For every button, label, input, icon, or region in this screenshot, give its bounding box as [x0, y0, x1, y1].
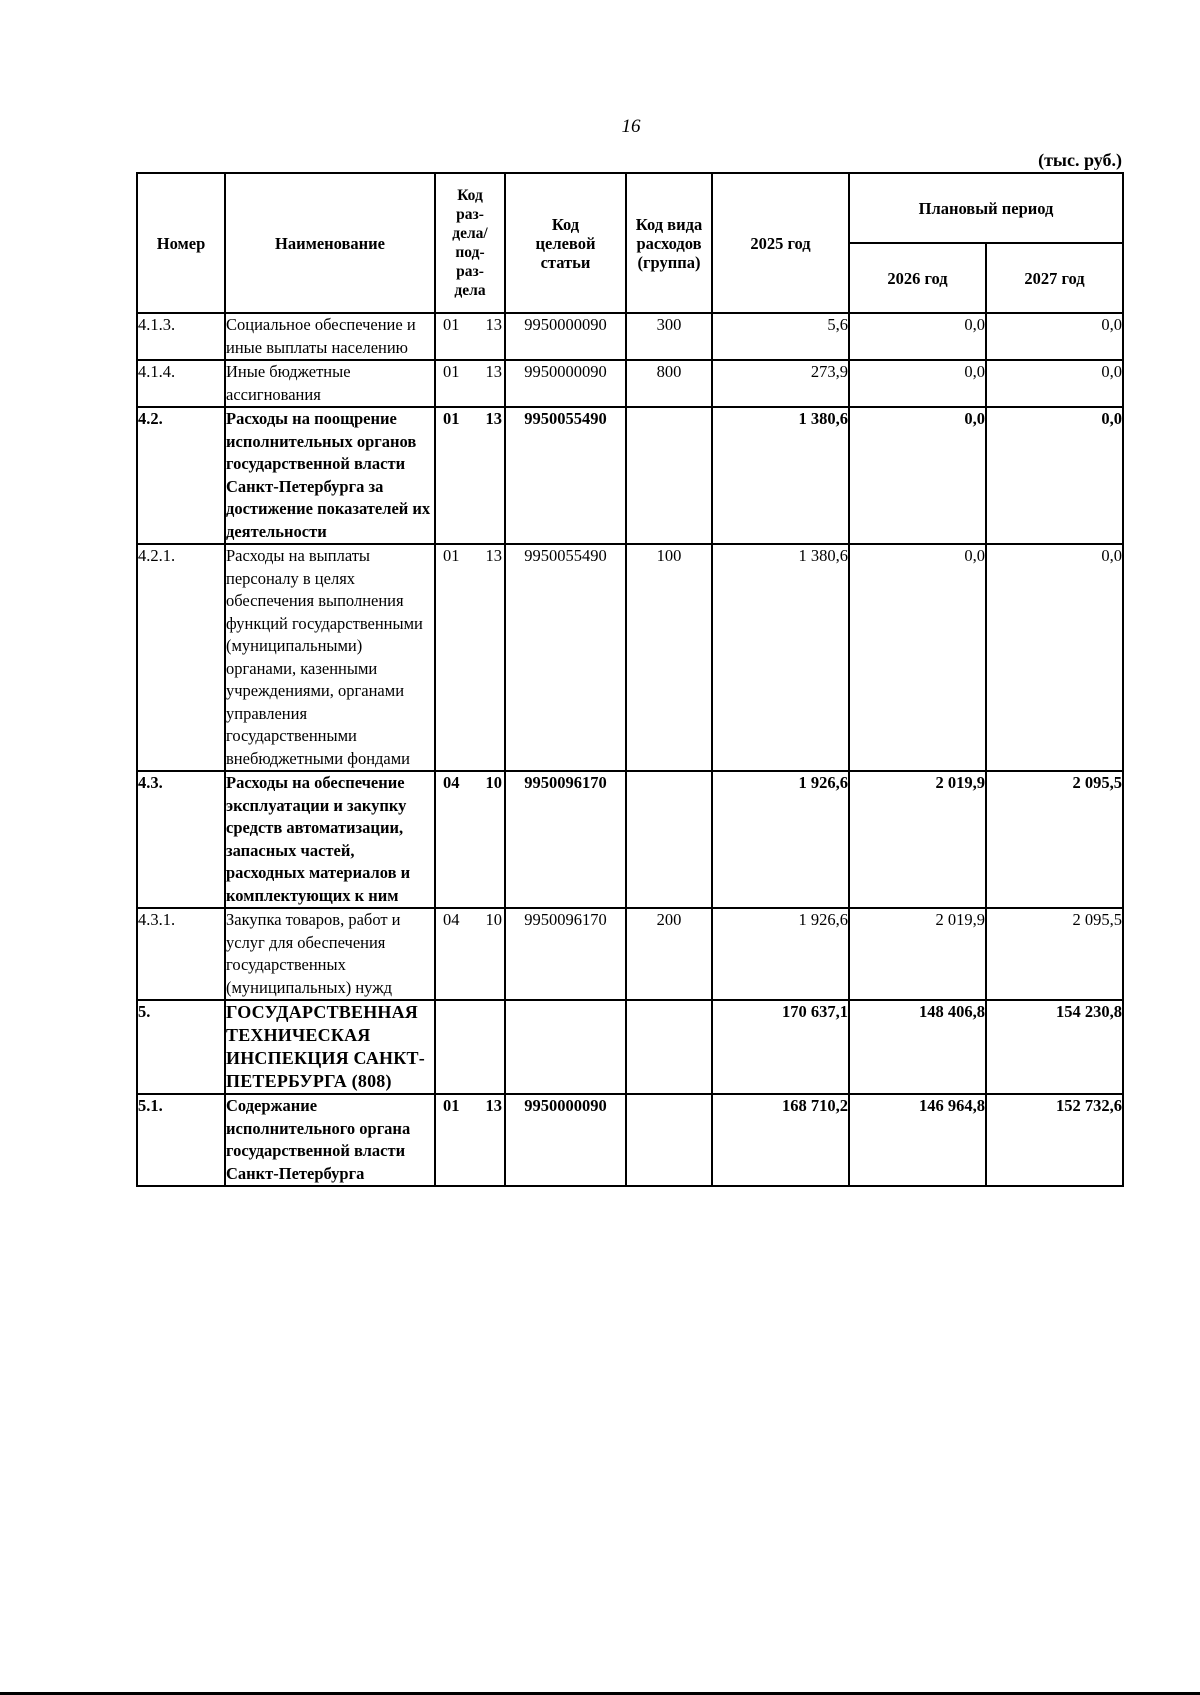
row-amount-2025: 273,9 [712, 360, 849, 407]
row-amount-2026: 0,0 [849, 313, 986, 360]
row-target-code [505, 1000, 626, 1094]
row-expense-kind: 100 [626, 544, 712, 771]
row-expense-kind [626, 1094, 712, 1186]
row-section: 01 [443, 546, 460, 565]
table-row [137, 771, 1123, 908]
header-target-code: Код целевой статьи [505, 173, 626, 313]
row-section-code [435, 771, 505, 908]
row-name: Расходы на обеспечение эксплуатации и закупку средств автоматизации, запасных частей, расходных материалов и комплектующих к ним [225, 771, 435, 908]
row-amount-2025: 1 926,6 [712, 908, 849, 1000]
row-name: Содержание исполнительного органа государственной власти Санкт-Петербурга [225, 1094, 435, 1186]
row-amount-2027: 154 230,8 [986, 1000, 1123, 1094]
row-number: 4.1.4. [137, 360, 225, 407]
row-section: 04 [443, 773, 460, 792]
header-expense-kind: Код вида расходов (группа) [626, 173, 712, 313]
row-expense-kind: 800 [626, 360, 712, 407]
table-row [137, 1000, 1123, 1094]
row-expense-kind: 300 [626, 313, 712, 360]
row-amount-2026: 0,0 [849, 360, 986, 407]
row-section-code [435, 1094, 505, 1186]
row-amount-2027: 0,0 [986, 360, 1123, 407]
row-amount-2027: 2 095,5 [986, 771, 1123, 908]
row-amount-2025: 1 926,6 [712, 771, 849, 908]
row-expense-kind [626, 1000, 712, 1094]
row-target-code: 9950055490 [505, 544, 626, 771]
row-number: 4.1.3. [137, 313, 225, 360]
row-name: Социальное обеспечение и иные выплаты населению [225, 313, 435, 360]
row-section: 01 [443, 1096, 460, 1115]
row-section-code [435, 908, 505, 1000]
row-target-code: 9950000090 [505, 360, 626, 407]
row-name: Расходы на выплаты персоналу в целях обеспечения выполнения функций государственными (муниципальными) органами, казенными учреждениями, органами управления государственными внебюджетными фондами [225, 544, 435, 771]
table-row [137, 544, 1123, 771]
table-row [137, 407, 1123, 544]
table-row [137, 1094, 1123, 1186]
row-expense-kind: 200 [626, 908, 712, 1000]
row-subsection: 13 [485, 1096, 502, 1115]
row-amount-2027: 0,0 [986, 544, 1123, 771]
row-amount-2026: 148 406,8 [849, 1000, 986, 1094]
units-label: (тыс. руб.) [1038, 150, 1122, 170]
row-subsection: 13 [485, 315, 502, 334]
row-number: 5. [137, 1000, 225, 1094]
table-row [137, 908, 1123, 1000]
header-year-2027: 2027 год [986, 243, 1123, 313]
row-amount-2025: 170 637,1 [712, 1000, 849, 1094]
row-name: Расходы на поощрение исполнительных органов государственной власти Санкт-Петербурга за достижение показателей их деятельности [225, 407, 435, 544]
header-year-2026: 2026 год [849, 243, 986, 313]
row-number: 5.1. [137, 1094, 225, 1186]
row-amount-2025: 5,6 [712, 313, 849, 360]
page-number: 16 [621, 116, 641, 137]
row-amount-2027: 0,0 [986, 407, 1123, 544]
row-number: 4.3.1. [137, 908, 225, 1000]
row-expense-kind [626, 771, 712, 908]
row-amount-2026: 146 964,8 [849, 1094, 986, 1186]
row-amount-2025: 1 380,6 [712, 407, 849, 544]
row-subsection: 10 [485, 910, 502, 929]
row-amount-2026: 0,0 [849, 407, 986, 544]
budget-table [136, 172, 1124, 1187]
row-amount-2026: 2 019,9 [849, 771, 986, 908]
row-target-code: 9950096170 [505, 771, 626, 908]
row-section: 01 [443, 409, 460, 428]
row-amount-2027: 152 732,6 [986, 1094, 1123, 1186]
row-amount-2026: 0,0 [849, 544, 986, 771]
row-section: 01 [443, 362, 460, 381]
header-planned-period: Плановый период [849, 173, 1123, 243]
row-amount-2027: 2 095,5 [986, 908, 1123, 1000]
row-subsection: 13 [485, 362, 502, 381]
row-section-code [435, 407, 505, 544]
row-subsection: 13 [485, 546, 502, 565]
row-number: 4.2. [137, 407, 225, 544]
row-amount-2025: 1 380,6 [712, 544, 849, 771]
row-subsection: 10 [485, 773, 502, 792]
row-target-code: 9950000090 [505, 1094, 626, 1186]
row-expense-kind [626, 407, 712, 544]
table-body [137, 313, 1123, 1186]
row-name: ГОСУДАРСТВЕННАЯ ТЕХНИЧЕСКАЯ ИНСПЕКЦИЯ САНКТ-ПЕТЕРБУРГА (808) [225, 1000, 435, 1094]
row-target-code: 9950096170 [505, 908, 626, 1000]
row-section-code [435, 544, 505, 771]
row-name: Закупка товаров, работ и услуг для обеспечения государственных (муниципальных) нужд [225, 908, 435, 1000]
row-target-code: 9950055490 [505, 407, 626, 544]
header-section-code: Код раз- дела/ под- раз- дела [435, 173, 505, 313]
header-name: Наименование [225, 173, 435, 313]
header-year-2025: 2025 год [712, 173, 849, 313]
row-section: 04 [443, 910, 460, 929]
header-number: Номер [137, 173, 225, 313]
row-amount-2025: 168 710,2 [712, 1094, 849, 1186]
row-section-code [435, 313, 505, 360]
row-amount-2027: 0,0 [986, 313, 1123, 360]
row-subsection: 13 [485, 409, 502, 428]
table-row [137, 313, 1123, 360]
row-amount-2026: 2 019,9 [849, 908, 986, 1000]
row-name: Иные бюджетные ассигнования [225, 360, 435, 407]
row-section-code [435, 360, 505, 407]
row-number: 4.2.1. [137, 544, 225, 771]
table-row [137, 360, 1123, 407]
row-number: 4.3. [137, 771, 225, 908]
row-section: 01 [443, 315, 460, 334]
row-target-code: 9950000090 [505, 313, 626, 360]
row-section-code [435, 1000, 505, 1094]
